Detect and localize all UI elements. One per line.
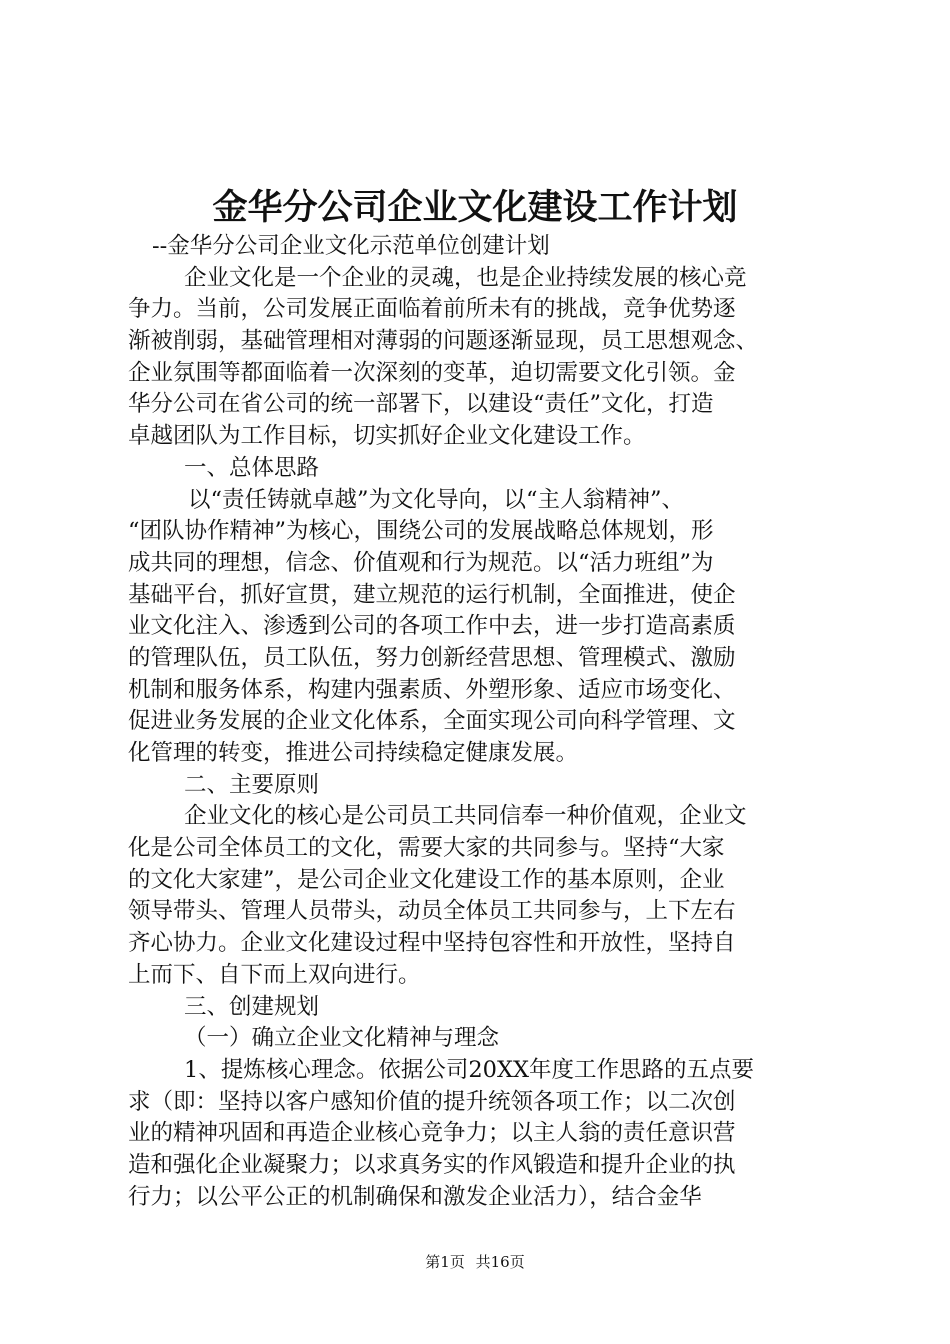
section-heading: 三、创建规划 xyxy=(184,993,320,1020)
page-footer xyxy=(0,1252,950,1272)
paragraph-line: 业文化注入、渗透到公司的各项工作中去，进一步打造高素质 xyxy=(128,613,736,640)
paragraph-line: 的管理队伍，员工队伍，努力创新经营思想、管理模式、激励 xyxy=(128,644,736,671)
subtitle: --金华分公司企业文化示范单位创建计划 xyxy=(152,233,550,259)
paragraph-line: 求（即：坚持以客户感知价值的提升统领各项工作；以二次创 xyxy=(128,1088,736,1115)
paragraph-line: 齐心协力。企业文化建设过程中坚持包容性和开放性，坚持自 xyxy=(128,930,736,957)
document-title: 金华分公司企业文化建设工作计划 xyxy=(212,187,738,228)
total-pages: 共16页 xyxy=(475,1253,525,1271)
paragraph-line: 企业文化是一个企业的灵魂，也是企业持续发展的核心竞 xyxy=(184,264,747,291)
paragraph-line: 造和强化企业凝聚力；以求真务实的作风锻造和提升企业的执 xyxy=(128,1151,736,1178)
paragraph-line: 基础平台，抓好宣贯，建立规范的运行机制，全面推进，使企 xyxy=(128,581,736,608)
paragraph-line: 1、提炼核心理念。依据公司20XX年度工作思路的五点要 xyxy=(184,1056,754,1083)
section-heading: 二、主要原则 xyxy=(184,771,320,798)
paragraph-line: 渐被削弱，基础管理相对薄弱的问题逐渐显现，员工思想观念、 xyxy=(128,328,759,355)
paragraph-line: 业的精神巩固和再造企业核心竞争力；以主人翁的责任意识营 xyxy=(128,1120,736,1147)
paragraph-line: 上而下、自下而上双向进行。 xyxy=(128,961,421,988)
paragraph-line: 化管理的转变，推进公司持续稳定健康发展。 xyxy=(128,740,579,766)
paragraph-line: 卓越团队为工作目标，切实抓好企业文化建设工作。 xyxy=(128,423,646,450)
paragraph-line: 促进业务发展的企业文化体系，全面实现公司向科学管理、文 xyxy=(128,708,736,735)
paragraph-line: 企业氛围等都面临着一次深刻的变革，迫切需要文化引领。金 xyxy=(128,359,736,386)
paragraph-line: 化是公司全体员工的文化，需要大家的共同参与。坚持“大家 xyxy=(128,835,725,862)
paragraph-line: 成共同的理想，信念、价值观和行为规范。以“活力班组”为 xyxy=(128,549,714,576)
paragraph-line: 的文化大家建”，是公司企业文化建设工作的基本原则，企业 xyxy=(128,866,725,893)
page-number: 第1页 xyxy=(425,1253,465,1271)
paragraph-line: 行力；以公平公正的机制确保和激发企业活力），结合金华 xyxy=(128,1183,702,1210)
paragraph-line: 机制和服务体系，构建内强素质、外塑形象、适应市场变化、 xyxy=(128,676,736,703)
section-heading: 一、总体思路 xyxy=(184,454,320,481)
paragraph-line: 领导带头、管理人员带头，动员全体员工共同参与，上下左右 xyxy=(128,898,736,925)
paragraph-line: 企业文化的核心是公司员工共同信奉一种价值观，企业文 xyxy=(184,803,747,830)
document-body xyxy=(128,231,833,1213)
paragraph-line: 华分公司在省公司的统一部署下，以建设“责任”文化，打造 xyxy=(128,391,714,418)
paragraph-line: “团队协作精神”为核心，围绕公司的发展战略总体规划，形 xyxy=(128,518,714,545)
paragraph-line: 争力。当前，公司发展正面临着前所未有的挑战，竞争优势逐 xyxy=(128,296,736,323)
paragraph-line: 以“责任铸就卓越”为文化导向，以“主人翁精神”、 xyxy=(188,486,685,513)
subsection-heading: （一）确立企业文化精神与理念 xyxy=(184,1025,500,1052)
